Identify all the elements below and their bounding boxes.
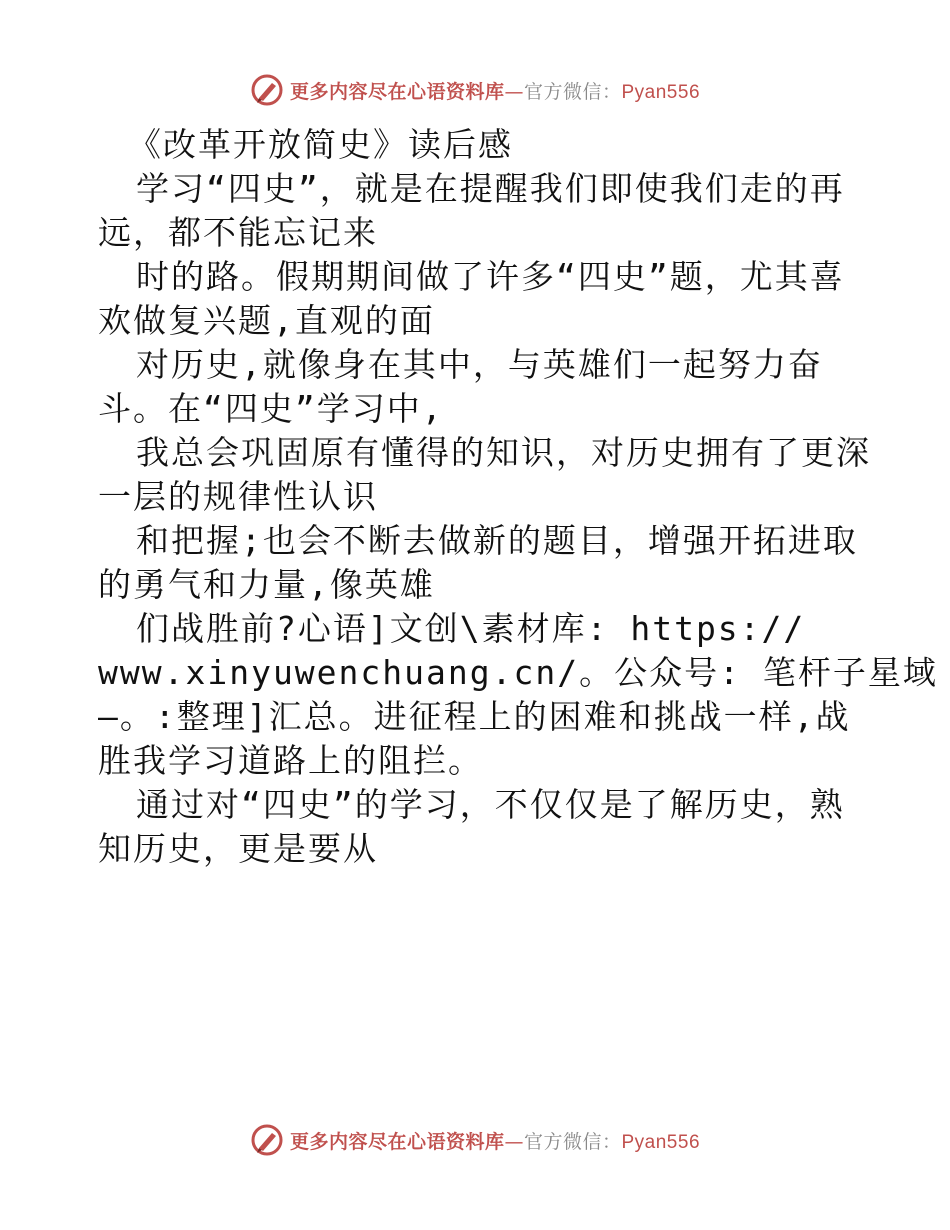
header-text bbox=[290, 77, 700, 104]
footer-wechat-id: Pyan556 bbox=[621, 1131, 701, 1153]
header-site-text: 更多内容尽在心语资料库 bbox=[289, 80, 505, 103]
text-line: —。:整理]汇总。进征程上的困难和挑战一样,战 bbox=[98, 697, 851, 736]
text-line: 斗。在“四史”学习中, bbox=[98, 389, 444, 428]
header-label: 官方微信： bbox=[523, 80, 622, 103]
document-title: 《改革开放简史》读后感 bbox=[128, 125, 513, 164]
document-lines bbox=[98, 167, 938, 871]
footer-label: 官方微信： bbox=[523, 1130, 622, 1153]
text-line: 学习“四史”，就是在提醒我们即使我们走的再 bbox=[136, 169, 845, 208]
text-line: 我总会巩固原有懂得的知识，对历史拥有了更深 bbox=[136, 433, 871, 472]
document-body bbox=[98, 123, 938, 871]
header-wechat-id: Pyan556 bbox=[621, 81, 701, 103]
text-line: 知历史，更是要从 bbox=[98, 829, 378, 868]
pen-logo-icon bbox=[250, 73, 284, 107]
header-dash: — bbox=[504, 80, 524, 103]
text-line: 胜我学习道路上的阻拦。 bbox=[98, 741, 483, 780]
footer-dash: — bbox=[504, 1130, 524, 1153]
text-line: 远，都不能忘记来 bbox=[98, 213, 378, 252]
text-line: 们战胜前?心语]文创\素材库: https:// bbox=[136, 609, 806, 648]
footer-text bbox=[290, 1127, 700, 1154]
text-line: 的勇气和力量,像英雄 bbox=[98, 565, 435, 604]
text-line: 一层的规律性认识 bbox=[98, 477, 378, 516]
footer-site-text: 更多内容尽在心语资料库 bbox=[289, 1130, 505, 1153]
header-banner bbox=[0, 70, 950, 110]
pen-logo-icon bbox=[250, 1123, 284, 1157]
text-line: 通过对“四史”的学习，不仅仅是了解历史，熟 bbox=[136, 785, 845, 824]
text-line: 和把握;也会不断去做新的题目，增强开拓进取 bbox=[136, 521, 858, 560]
footer-banner bbox=[0, 1120, 950, 1160]
text-line: 欢做复兴题,直观的面 bbox=[98, 301, 435, 340]
text-line: www.xinyuwenchuang.cn/。公众号: 笔杆子星域 bbox=[98, 653, 938, 692]
text-line: 时的路。假期期间做了许多“四史”题，尤其喜 bbox=[136, 257, 845, 296]
text-line: 对历史,就像身在其中，与英雄们一起努力奋 bbox=[136, 345, 823, 384]
